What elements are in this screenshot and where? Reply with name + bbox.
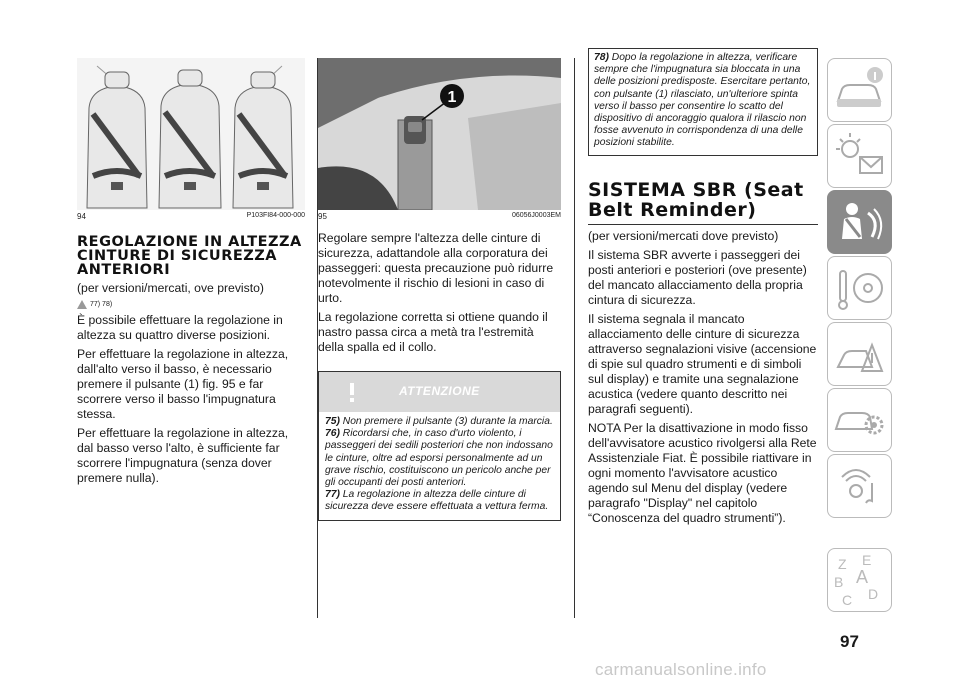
tab-starting-driving[interactable] [827, 256, 892, 320]
warning-item-text: Ricordarsi che, in caso d'urto violento, i passeggeri dei sedili posteriori che non indossano le cinture, oltre ad esporsi personalmente ad un grave rischio, costituiscono un pericolo anche per gli occupanti dei posti anteriori. [325, 428, 553, 489]
multimedia-icon [828, 455, 891, 517]
paragraph: Per effettuare la regolazione in altezza, dal basso verso l'alto, è sufficiente far scorrere l'impugnatura (senza dover premere nulla). [77, 426, 289, 485]
three-seats-belts-illustration [77, 58, 305, 210]
warning-item-text: Non premere il pulsante (3) durante la marcia. [342, 416, 553, 427]
figure-number: 94 [77, 212, 86, 221]
warning-triangle-icon [77, 300, 87, 309]
car-service-icon [828, 389, 891, 451]
index-letter: A [856, 567, 869, 587]
note-number: 78) [594, 52, 609, 63]
tab-multimedia[interactable] [827, 454, 892, 518]
warning-header [319, 372, 560, 412]
paragraph: Il sistema SBR avverte i passeggeri dei posti anteriori e posteriori (ove presente) del mancato allacciamento della propria cintura di sicurezza. [588, 247, 807, 307]
warning-exclamation-icon [341, 381, 363, 403]
index-letter: D [868, 586, 879, 602]
column-2 [318, 58, 561, 521]
figure-code: 06056J0003EM [511, 212, 561, 219]
warning-item-number: 76) [325, 428, 340, 440]
warning-body [319, 412, 560, 520]
hazard-triangle-icon [828, 323, 891, 385]
paragraph: La regolazione corretta si ottiene quando il nastro passa circa a metà tra l'estremità della spalla ed il collo. [318, 310, 548, 354]
tab-warning-lights[interactable] [827, 124, 892, 188]
heading-rule [588, 224, 818, 225]
warning-item [325, 416, 554, 428]
index-letter: C [842, 592, 853, 608]
column-3 [588, 52, 818, 530]
tab-index[interactable] [827, 548, 892, 612]
tab-maintenance[interactable] [827, 388, 892, 452]
warning-ref-numbers: 77) 78) [90, 301, 113, 308]
belt-height-adjuster-illustration [318, 58, 561, 210]
section-heading-sbr: SISTEMA SBR (Seat Belt Reminder) [588, 178, 804, 221]
index-letters-icon [828, 549, 891, 611]
warning-lights-icon [828, 125, 891, 187]
paragraph: Regolare sempre l'altezza delle cinture di sicurezza, adattandole alla corporatura dei passeggeri: questa precauzione può ridurre notevolmente il rischio di lesioni in caso di urto. [318, 231, 554, 305]
watermark: carmanualsonline.info [595, 660, 767, 679]
section-heading-height-adjustment: REGOLAZIONE IN ALTEZZA CINTURE DI SICUREZZA ANTERIORI [77, 234, 302, 278]
figure-94 [77, 58, 305, 210]
car-info-icon [828, 59, 891, 121]
paragraph: È possibile effettuare la regolazione in altezza su quattro diverse posizioni. [77, 313, 283, 342]
paragraph: NOTA Per la disattivazione in modo fisso dell'avvisatore acustico rivolgersi alla Rete Assistenziale Fiat. È possibile riattivare in ogni momento l'avvisatore acustico agendo sul Menu del display (vedere paragrafo "Display" nel capitolo “Conoscenza del quadro strumenti”). [588, 420, 817, 525]
warning-item-text: La regolazione in altezza delle cinture di sicurezza deve essere effettuata a vettura ferma. [325, 489, 549, 513]
tab-car-info[interactable] [827, 58, 892, 122]
index-letter: B [834, 574, 844, 590]
callout-1-label: 1 [447, 89, 457, 106]
paragraph: Per effettuare la regolazione in altezza, dall'alto verso il basso, è necessario premere il pulsante (1) fig. 95 e far scorrere verso il basso l'impugnatura stessa. [77, 347, 289, 421]
column-1 [77, 58, 305, 490]
section-subtitle: (per versioni/mercati dove previsto) [588, 228, 779, 243]
warning-note-box [588, 48, 818, 156]
section-subtitle: (per versioni/mercati, ove previsto) [77, 281, 264, 295]
index-letter: E [862, 552, 872, 568]
warning-refs [77, 300, 305, 309]
figure-number: 95 [318, 212, 327, 221]
index-letter: Z [838, 556, 847, 572]
warning-item [325, 489, 554, 513]
page-number: 97 [840, 632, 859, 651]
figure-94-caption [77, 212, 305, 221]
warning-item-number: 77) [325, 489, 340, 501]
tab-emergency[interactable] [827, 322, 892, 386]
column-divider [574, 58, 575, 618]
key-steering-wheel-icon [828, 257, 891, 319]
seatbelt-airbag-icon [828, 191, 891, 253]
figure-95-caption [318, 212, 561, 221]
warning-item [325, 428, 554, 489]
figure-code: P103FI84-000-000 [246, 212, 305, 219]
figure-95 [318, 58, 561, 210]
tab-safety[interactable] [827, 190, 892, 254]
warning-item-number: 75) [325, 416, 340, 427]
note-text: Dopo la regolazione in altezza, verificare sempre che l'impugnatura sia bloccata in una delle posizioni predisposte. Esercitare pertanto, con pulsante (1) rilasciato, un'ulteriore spinta verso il basso per consentire lo scatto del dispositivo di ancoraggio qualora il rilascio non fosse avvenuto in corrispondenza di una delle posizioni stabilite. [594, 52, 811, 149]
warning-box [318, 371, 561, 521]
warning-title: ATTENZIONE [399, 384, 480, 398]
paragraph: Il sistema segnala il mancato allacciamento delle cinture di sicurezza attraverso segnalazioni visive (accensione di spie sul quadro strumenti e di simboli sul display) e tramite una segnalazione acustica (vedere quanto descritto nei paragrafi seguenti). [588, 311, 817, 416]
